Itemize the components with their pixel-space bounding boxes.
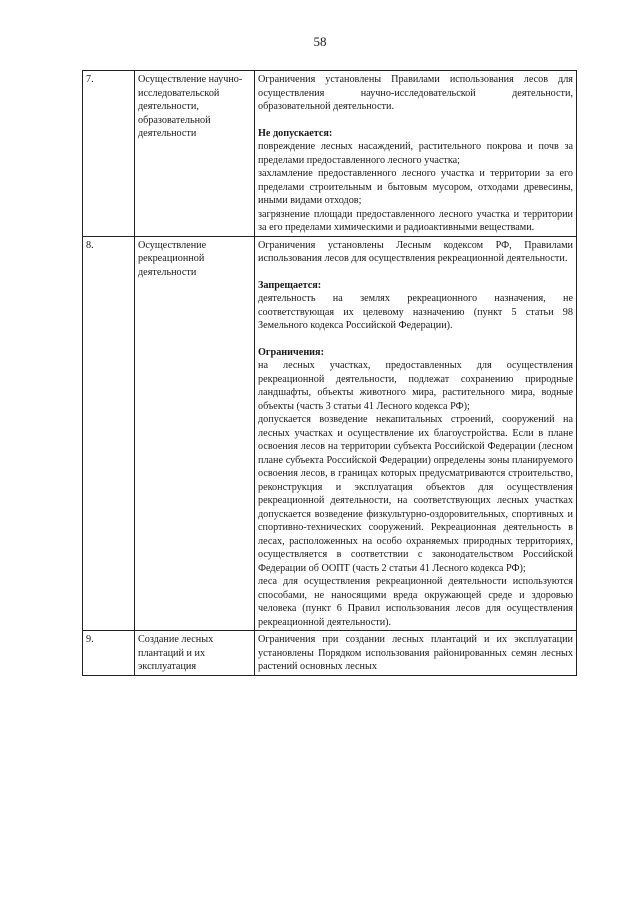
section-heading: Не допускается: — [258, 127, 333, 139]
paragraph: деятельность на землях рекреационного назначения, не соответствующая их целевому назначению (пункт 5 статьи 98 Земельного кодекса Российской Федерации). — [258, 293, 573, 331]
paragraph: допускается возведение некапитальных строений, сооружений на лесных участках и осуществление их благоустройства. Если в плане освоения лесов на территории субъекта Российской Федерации (лесном плане субъекта Российской Федерации) определены зоны планируемого освоения лесов, в границах которых предусматриваются строительство, реконструкция и эксплуатация объектов для осуществления рекреационной деятельности, на соответствующих лесных участках допускается возведение физкультурно-оздоровительных, спортивных и спортивно-технических сооружений. Рекреационная деятельность в лесах, расположенных на особо охраняемых природных территориях, осуществляется в соответствии с законодательством Российской Федерации об ООПТ (часть 2 статьи 41 Лесного кодекса РФ); — [258, 414, 573, 574]
paragraph: Ограничения установлены Правилами использования лесов для осуществления научно-исследовательской деятельности, образовательной деятельности. — [258, 74, 573, 112]
restrictions-table-body — [83, 71, 577, 676]
activity-name: Создание лесных плантаций и их эксплуатация — [135, 631, 255, 676]
paragraph-spacer — [258, 266, 573, 279]
table-row — [83, 631, 577, 676]
row-number: 9. — [83, 631, 135, 676]
paragraph: повреждение лесных насаждений, растительного покрова и почв за пределами предоставленного лесного участка; — [258, 141, 573, 166]
row-number: 7. — [83, 71, 135, 237]
section-heading: Запрещается: — [258, 279, 322, 291]
restrictions-table — [82, 70, 577, 676]
section-heading: Ограничения: — [258, 346, 324, 358]
paragraph: загрязнение площади предоставленного лесного участка и территории за его пределами химическими и радиоактивными веществами. — [258, 208, 573, 233]
paragraph: Ограничения установлены Лесным кодексом РФ, Правилами использования лесов для осуществления рекреационной деятельности. — [258, 239, 573, 264]
restriction-text — [255, 631, 577, 676]
page-number: 58 — [313, 34, 327, 49]
row-number: 8. — [83, 236, 135, 631]
paragraph: захламление предоставленного лесного участка и территории за его пределами строительным и бытовым мусором, отходами древесины, иными видами отходов; — [258, 168, 573, 206]
restriction-text — [255, 71, 577, 237]
paragraph: на лесных участках, предоставленных для осуществления рекреационной деятельности, подлежат сохранению природные ландшафты, объекты животного мира, растительного мира, водные объекты (часть 3 статьи 41 Лесного кодекса РФ); — [258, 360, 573, 412]
paragraph-spacer — [258, 333, 573, 346]
activity-name: Осуществление научно-исследовательской деятельности, образовательной деятельности — [135, 71, 255, 237]
paragraph: леса для осуществления рекреационной деятельности используются способами, не наносящими вреда окружающей среде и здоровью человека (пункт 6 Правил использования лесов для осуществления рекреационной деятельности). — [258, 576, 573, 628]
activity-name: Осуществление рекреационной деятельности — [135, 236, 255, 631]
paragraph-spacer — [258, 114, 573, 127]
restriction-text — [255, 236, 577, 631]
table-row — [83, 236, 577, 631]
paragraph: Ограничения при создании лесных плантаций и их эксплуатации установлены Порядком использования районированных семян лесных растений основных лесных — [258, 634, 573, 672]
table-row — [83, 71, 577, 237]
